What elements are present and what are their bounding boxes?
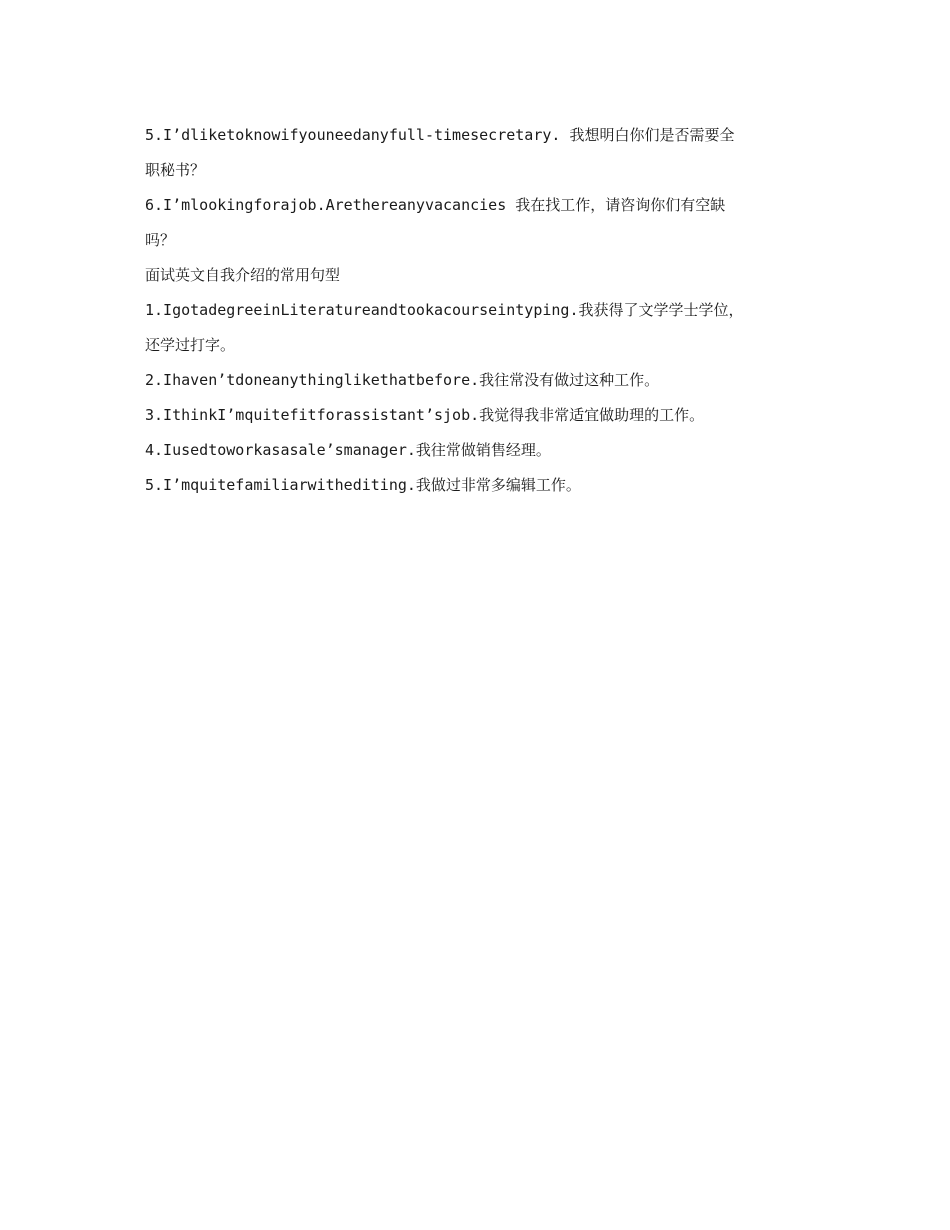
document-body — [145, 118, 810, 503]
text-line-6-vacancies: 6.I’mlookingforajob.Arethereanyvacancies 我在找工作，请咨询你们有空缺 — [145, 196, 726, 214]
text-line-6-vacancies-cont: 吗？ — [145, 231, 176, 249]
text-line-5-secretary-cont: 职秘书？ — [145, 161, 206, 179]
text-line-2-before: 2.Ihaven’tdoneanythinglikethatbefore.我往常没有做过这种工作。 — [145, 371, 660, 389]
section-heading: 面试英文自我介绍的常用句型 — [145, 266, 341, 284]
text-line-5-editing: 5.I’mquitefamiliarwithediting.我做过非常多编辑工作。 — [145, 476, 581, 494]
text-line-1-degree: 1.IgotadegreeinLiteratureandtookacourseintyping.我获得了文学学士学位， — [145, 301, 744, 319]
text-line-4-manager: 4.Iusedtoworkasasale’smanager.我往常做销售经理。 — [145, 441, 551, 459]
text-line-1-degree-cont: 还学过打字。 — [145, 336, 236, 354]
text-line-5-secretary: 5.I’dliketoknowifyouneedanyfull-timesecretary. 我想明白你们是否需要全 — [145, 126, 735, 144]
text-line-3-assistant: 3.IthinkI’mquitefitforassistant’sjob.我觉得我非常适宜做助理的工作。 — [145, 406, 705, 424]
